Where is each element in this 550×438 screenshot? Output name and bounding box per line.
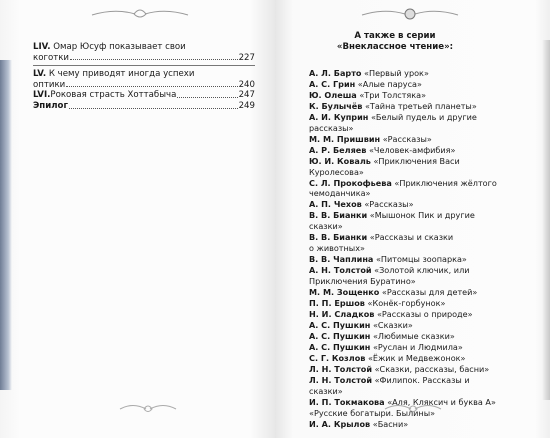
toc-number: LV.	[33, 69, 47, 80]
top-ornament-left	[90, 6, 190, 22]
page-edge	[542, 40, 550, 400]
toc-entry	[33, 42, 255, 53]
bottom-ornament-left	[118, 402, 178, 416]
toc-entry	[33, 90, 255, 101]
toc-title: коготки	[33, 52, 70, 63]
book-author: А. Л. Барто	[309, 68, 362, 78]
book-entry-cont	[309, 243, 505, 254]
book-title: «Человек-амфибия»	[366, 144, 456, 155]
book-author: К. Булычёв	[309, 100, 363, 111]
book-entry-cont	[309, 221, 505, 232]
book-entry	[309, 68, 505, 79]
book-author: И. А. Крылов	[309, 418, 371, 429]
book-title: «Рассказы для детей»	[379, 287, 478, 298]
book-author: И. П. Токмакова	[309, 396, 385, 407]
book-entry	[309, 364, 505, 375]
book-author: А. П. Чехов	[309, 199, 362, 210]
book-title: «Басни»	[370, 418, 409, 429]
series-heading-line: А также в серии	[354, 31, 436, 41]
book-title: чемоданчика»	[309, 188, 371, 199]
book-entry	[309, 90, 505, 101]
book-entry	[309, 254, 505, 265]
book-author: В. В. Чаплина	[309, 254, 374, 265]
book-entry	[309, 112, 505, 123]
series-heading	[320, 31, 470, 53]
book-title: «Рассказы о природе»	[374, 308, 473, 319]
book-title: «Русские богатыри. Былины»	[309, 407, 436, 418]
book-title: «Сказки»	[370, 319, 413, 330]
book-title: «Любимые сказки»	[370, 330, 455, 341]
book-author: М. М. Зощенко	[309, 287, 380, 298]
book-title: сказки»	[309, 221, 343, 232]
book-entry	[309, 265, 505, 276]
book-entry	[309, 232, 505, 243]
book-title: «Филипок. Рассказы и сказки»	[309, 374, 470, 396]
book-entry	[309, 134, 505, 145]
book-title: «Ёжик и Медвежонок»	[365, 352, 466, 363]
book-entry	[309, 353, 505, 364]
book-author: М. М. Пришвин	[309, 133, 381, 144]
book-title: «Тайна третьей планеты»	[362, 100, 477, 111]
book-title: «Золотой ключик, или	[371, 265, 470, 276]
toc-title: К чему приводят иногда успехи	[46, 69, 195, 80]
book-entry-cont	[309, 167, 505, 178]
book-author: А. С. Пушкин	[309, 341, 371, 352]
toc-entry	[33, 69, 255, 80]
book-title: Куролесова»	[309, 166, 364, 177]
book-title: о животных»	[309, 243, 365, 254]
book-author: А. Н. Толстой	[309, 265, 372, 276]
book-author: Н. И. Сладков	[309, 308, 375, 319]
book-title: «Рассказы»	[380, 133, 432, 144]
book-entry-cont	[309, 276, 505, 287]
book-title: «Три Толстяка»	[356, 89, 427, 100]
book-entry	[309, 298, 505, 309]
book-entry	[309, 178, 505, 189]
toc-title: Омар Юсуф показывает свои	[50, 42, 186, 52]
book-entry	[309, 79, 505, 90]
book-author: А. Р. Беляев	[309, 144, 367, 155]
book-title: «Конёк-горбунок»	[364, 298, 446, 309]
toc-number: LVI.	[33, 90, 51, 101]
book-title: «Приключения Васи	[370, 155, 460, 166]
book-author: П. П. Ершов	[309, 298, 365, 309]
book-title: «Мышонок Пик и другие	[367, 210, 475, 221]
book-entry	[309, 210, 505, 221]
book-entry	[309, 199, 505, 210]
book-title: «Сказки, рассказы, басни»	[372, 363, 490, 374]
toc-number: LIV.	[33, 42, 51, 52]
book-author: А. С. Грин	[309, 78, 356, 89]
book-author: Ю. И. Коваль	[309, 155, 371, 166]
toc-title: Роковая страсть Хоттабыча	[50, 90, 177, 101]
book-author: Л. Н. Толстой	[309, 363, 373, 374]
book-entry	[309, 287, 505, 298]
toc-entry-cont	[33, 53, 255, 64]
book-title: «Алые паруса»	[355, 78, 422, 89]
book-author: В. В. Бианки	[309, 210, 368, 221]
book-title: «Приключения жёлтого	[391, 177, 497, 188]
book-author: В. В. Бианки	[309, 232, 368, 243]
book-title: «Питомцы зоопарка»	[373, 254, 467, 265]
book-entry	[309, 375, 505, 397]
book-entry	[309, 145, 505, 156]
toc-page: 240	[238, 79, 255, 90]
book-title: «Аля, Кляксич и буква А»	[384, 396, 496, 407]
toc-title: оптики	[33, 79, 66, 90]
book-entry	[309, 342, 505, 353]
book-author: А. С. Пушкин	[309, 319, 371, 330]
book-author: А. И. Куприн	[309, 111, 369, 122]
book-author: С. Г. Козлов	[309, 352, 366, 363]
book-author: С. Л. Прокофьева	[309, 177, 392, 188]
toc-entry-cont	[33, 80, 255, 91]
series-heading-line: «Внеклассное чтение»:	[336, 42, 454, 52]
book-entry	[309, 156, 505, 167]
toc-entry	[33, 101, 255, 112]
toc-page: 227	[238, 52, 255, 63]
cover-edge	[0, 60, 12, 390]
toc-page: 249	[238, 100, 255, 111]
book-title: «Рассказы»	[361, 199, 414, 210]
book-entry-cont	[309, 123, 505, 134]
book-entry-cont	[309, 188, 505, 199]
book-entry	[309, 320, 505, 331]
book-entry	[309, 101, 505, 112]
book-entry	[309, 419, 505, 430]
book-title: «Первый урок»	[361, 68, 429, 78]
table-of-contents	[33, 42, 255, 112]
book-author: Л. Н. Толстой	[309, 374, 373, 385]
book-list	[309, 68, 505, 429]
book-title: Приключения Буратино»	[309, 276, 416, 287]
book-title: рассказы»	[309, 122, 354, 133]
book-entry	[309, 331, 505, 342]
book-title: «Рассказы и сказки	[367, 232, 454, 243]
book-author: Ю. Олеша	[309, 89, 357, 100]
bottom-ornament-right	[383, 402, 443, 416]
toc-number: Эпилог	[33, 100, 68, 111]
book-title: «Белый пудель и другие	[368, 111, 477, 122]
toc-page: 247	[238, 90, 255, 101]
book-author: А. С. Пушкин	[309, 330, 371, 341]
book-entry	[309, 309, 505, 320]
book-title: «Руслан и Людмила»	[370, 341, 463, 352]
